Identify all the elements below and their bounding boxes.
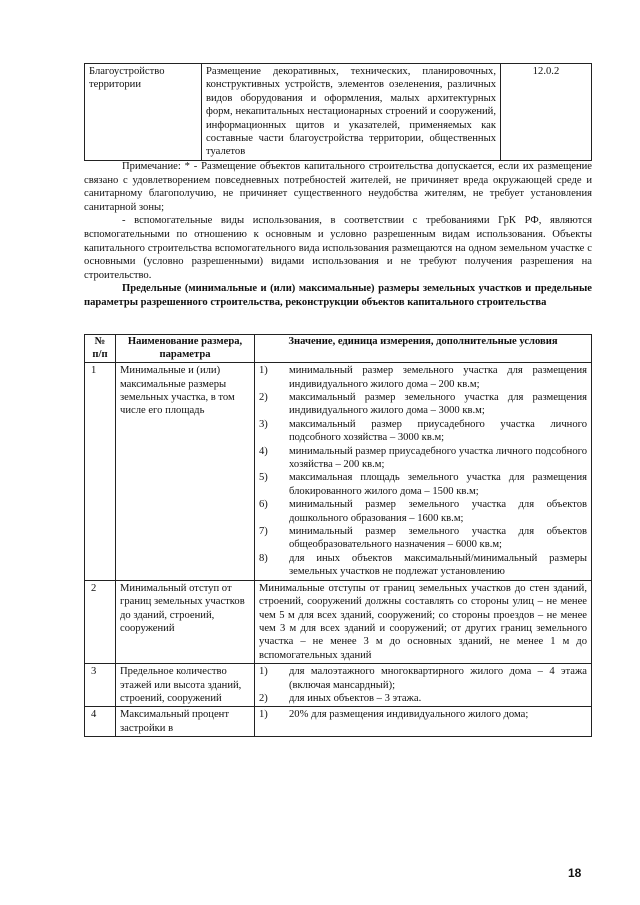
- list-item: 2) для иных объектов – 3 этажа.: [259, 692, 422, 704]
- use-type-code: 12.0.2: [501, 64, 592, 161]
- table-row: [85, 64, 592, 161]
- row-name: Максимальный процент застройки в: [116, 707, 255, 737]
- land-use-table-continued: [84, 63, 592, 161]
- table-row: [85, 363, 592, 581]
- list-item: 3) максимальный размер приусадебного участка личного подсобного хозяйства – 3000 кв.м;: [259, 418, 587, 444]
- table-row: [85, 707, 592, 737]
- section-heading: Предельные (минимальные и (или) максимальные) размеры земельных участков и предельные параметры разрешенного строительства, реконструкции объектов капитального строительства: [84, 283, 592, 308]
- use-type-description: Размещение декоративных, технических, планировочных, конструктивных устройств, элементов озеленения, различных видов оборудования и оформления, малых архитектурных форм, некапитальных нестационарных строений и сооружений, информационных щитов и указателей, применяемых как составные части благоустройства территории, общественных туалетов: [202, 64, 501, 161]
- list-item: 6) минимальный размер земельного участка для объектов дошкольного образования – 1600 кв.м;: [259, 499, 587, 524]
- row-value: Минимальные отступы от границ земельных участков до стен зданий, строений, сооружений должны составлять со стороны улиц – не менее чем 5 м для всех зданий, сооружений; со стороны проездов – не менее чем 3 м для всех зданий и сооружений; от других границ земельного участка – не менее 3 м до основных зданий, не менее 1 м до вспомогательных зданий: [255, 580, 592, 663]
- page-number: 18: [568, 866, 582, 880]
- list-item: 8) для иных объектов максимальный/минимальный размеры земельных участков не подлежат установлению: [259, 552, 587, 578]
- list-item: 5) максимальная площадь земельного участка для размещения блокированного жилого дома – 1500 кв.м;: [259, 472, 587, 497]
- row-name: Предельное количество этажей или высота зданий, строений, сооружений: [116, 664, 255, 707]
- header-value: Значение, единица измерения, дополнительные условия: [255, 335, 592, 363]
- row-name: Минимальный отступ от границ земельных участков до зданий, строений, сооружений: [116, 580, 255, 663]
- table-row: [85, 580, 592, 663]
- row-value: [255, 664, 592, 707]
- note-paragraph: Примечание: * - Размещение объектов капитального строительства допускается, если их размещение связано с удовлетворением повседневных потребностей жителей, не причиняет вреда окружающей среде и санитарному благополучию, не причиняет существенного неудобства жителям, не требует установления санитарной зоны;: [84, 161, 592, 213]
- row-num: 3: [85, 664, 116, 707]
- row-value: [255, 707, 592, 737]
- row-num: 2: [85, 580, 116, 663]
- header-name: Наименование размера, параметра: [116, 335, 255, 363]
- list-item: 1) для малоэтажного многоквартирного жилого дома – 4 этажа (включая мансардный);: [259, 666, 587, 691]
- row-num: 1: [85, 363, 116, 581]
- row-value: [255, 363, 592, 581]
- header-num: № п/п: [85, 335, 116, 363]
- list-item: 2) максимальный размер земельного участка для размещения индивидуального жилого дома – 3000 кв.м;: [259, 392, 587, 417]
- list-item: 4) минимальный размер приусадебного участка личного подсобного хозяйства – 200 кв.м;: [259, 445, 587, 471]
- row-num: 4: [85, 707, 116, 737]
- table-header-row: [85, 335, 592, 363]
- table-row: [85, 664, 592, 707]
- notes-block: [84, 160, 592, 310]
- use-type-name: Благоустройство территории: [85, 64, 202, 161]
- list-item: 1) 20% для размещения индивидуального жилого дома;: [259, 709, 529, 721]
- list-item: 7) минимальный размер земельного участка для объектов общеобразовательного назначения – 6000 кв.м;: [259, 526, 587, 551]
- row-name: Минимальные и (или) максимальные размеры земельных участка, в том числе его площадь: [116, 363, 255, 581]
- note-paragraph: - вспомогательные виды использования, в соответствии с требованиями ГрК РФ, являются вспомогательными по отношению к основным и условно разрешенным видам использования. Объекты капитального строительства вспомогательного вида использования размещаются на одном земельном участке с основными (условно разрешенными) видами использования и не требуют получения разрешения на строительство.: [84, 215, 592, 281]
- list-item: 1) минимальный размер земельного участка для размещения индивидуального жилого дома – 200 кв.м;: [259, 365, 587, 390]
- parameters-table: [84, 334, 592, 737]
